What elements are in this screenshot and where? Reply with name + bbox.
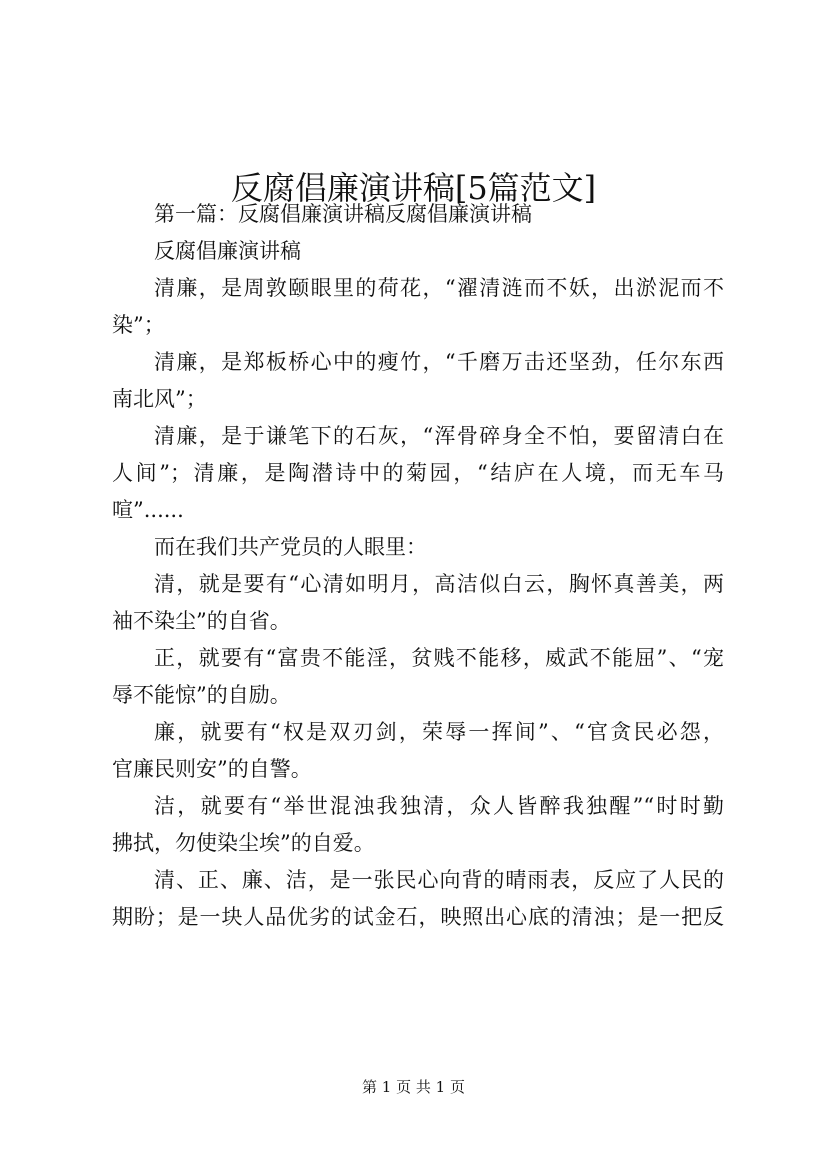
page-footer: 第 1 页 共 1 页 [362,1078,465,1096]
text-line: 拂拭，勿使染尘埃”的自爱。 [112,831,375,855]
text-line: 染”； [112,313,165,337]
text-line: 廉，就要有“权是双刃剑，荣辱一挥间”、“官贪民必怨， [154,720,724,744]
text-line: 清廉，是郑板桥心中的瘦竹，“千磨万击还坚劲，任尔东西 [154,350,724,374]
text-line: 人间”；清廉，是陶潜诗中的菊园，“结庐在人境，而无车马 [112,461,724,485]
text-line: 辱不能惊”的自励。 [112,683,291,707]
text-line: 清廉，是于谦笔下的石灰，“浑骨碎身全不怕，要留清白在 [154,424,724,448]
text-line: 袖不染尘”的自省。 [112,609,291,633]
text-line: 正，就要有“富贵不能淫，贫贱不能移，威武不能屈”、“宠 [154,646,724,670]
text-line: 期盼；是一块人品优劣的试金石，映照出心底的清浊；是一把反 [112,905,724,929]
text-line: 而在我们共产党员的人眼里： [154,535,427,559]
text-line: 清，就是要有“心清如明月，高洁似白云，胸怀真善美，两 [154,572,724,596]
text-line: 反腐倡廉演讲稿 [154,239,301,263]
text-line: 清、正、廉、洁，是一张民心向背的晴雨表，反应了人民的 [154,868,724,892]
text-line: 喧”...... [112,498,184,522]
text-line: 南北风”； [112,387,207,411]
text-line: 第一篇：反腐倡廉演讲稿反腐倡廉演讲稿 [154,202,532,226]
text-line: 清廉，是周敦颐眼里的荷花，“濯清涟而不妖，出淤泥而不 [154,276,724,300]
text-line: 官廉民则安”的自警。 [112,757,312,781]
text-line: 洁，就要有“举世混浊我独清，众人皆醉我独醒”“时时勤 [154,794,724,818]
document-body [112,196,724,936]
document-title: 反腐倡廉演讲稿[5篇范文] [230,169,597,208]
